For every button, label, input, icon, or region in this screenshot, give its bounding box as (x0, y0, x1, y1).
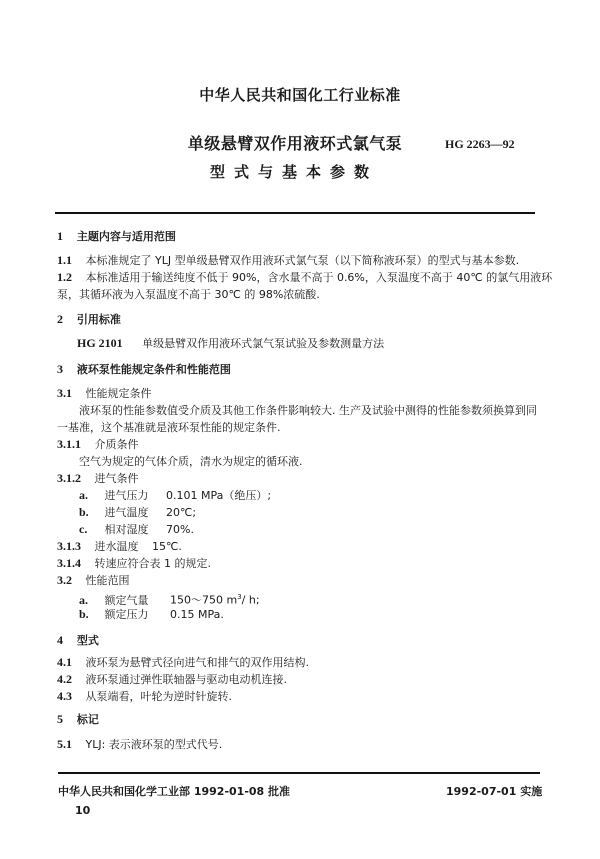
footer-divider (58, 772, 540, 774)
implementation-date: 1992-07-01 实施 (446, 785, 543, 798)
clause-number: 3.1.3 (57, 539, 81, 553)
clause-number: 1.2 (57, 270, 72, 284)
item-label: 进气压力 (104, 489, 149, 502)
section-title: 型式 (76, 634, 99, 647)
reference-code: HG 2101 (77, 336, 123, 350)
item-marker: a. (79, 488, 88, 502)
clause-4-1 (57, 656, 309, 669)
item-value: 150～750 m (170, 593, 238, 607)
section-title: 主题内容与适用范围 (76, 230, 176, 243)
referenced-standard (77, 337, 384, 350)
clause-number: 3.2 (57, 573, 72, 587)
clause-3-1-heading (57, 387, 152, 400)
item-label: 进气温度 (104, 506, 149, 519)
list-item (79, 608, 224, 621)
clause-title: 进水温度 (94, 540, 139, 553)
item-label: 额定气量 (104, 593, 149, 607)
clause-number: 3.1.1 (57, 437, 81, 451)
section-4-heading (57, 634, 99, 647)
clause-3-2-heading (57, 574, 130, 587)
list-item (79, 489, 271, 502)
item-label: 额定压力 (104, 608, 149, 621)
item-value: 70%. (166, 523, 194, 536)
clause-value: 15℃. (152, 540, 182, 553)
item-label: 相对湿度 (104, 523, 149, 536)
clause-text: 本标准规定了 YLJ 型单级悬臂双作用液环式氯气泵（以下简称液环泵）的型式与基本参数. (85, 254, 520, 267)
clause-3-1-3 (57, 540, 182, 553)
header-divider (55, 212, 535, 214)
section-3-heading (57, 363, 231, 376)
list-item (79, 506, 196, 519)
section-number: 3 (57, 362, 63, 376)
clause-title: 性能规定条件 (85, 387, 152, 400)
clause-text: 液环泵通过弹性联轴器与驱动电动机连接. (85, 673, 287, 686)
section-number: 2 (57, 312, 63, 326)
item-marker: b. (79, 607, 89, 621)
section-2-heading (57, 313, 121, 326)
clause-1-2 (57, 271, 552, 284)
issuing-organization: 中华人民共和国化工行业标准 (199, 86, 401, 104)
clause-1-2-continued: 泵，其循环液为入泵温度不高于 30℃ 的 98%浓硫酸. (57, 288, 320, 301)
clause-title: 介质条件 (94, 438, 139, 451)
item-unit: / h; (241, 593, 260, 607)
item-value: 0.101 MPa（绝压）; (166, 489, 272, 502)
clause-text: 本标准适用于输送纯度不低于 90%，含水量不高于 0.6%，入泵温度不高于 40℃ 的氯气用液环 (85, 271, 553, 284)
clause-number: 3.1.4 (57, 556, 81, 570)
clause-4-2 (57, 673, 287, 686)
document-subtitle: 型式与基本参数 (209, 163, 378, 181)
clause-3-1-1-heading (57, 438, 139, 451)
clause-text: YLJ: 表示液环泵的型式代号. (85, 738, 223, 751)
clause-number: 5.1 (57, 737, 72, 751)
item-marker: b. (79, 505, 89, 519)
clause-3-1-text: 液环泵的性能参数值受介质及其他工作条件影响较大. 生产及试验中测得的性能参数须换算到同 (79, 404, 537, 417)
clause-3-1-2-heading (57, 472, 139, 485)
section-number: 1 (57, 229, 63, 243)
clause-1-1 (57, 254, 519, 267)
clause-text: 转速应符合表 1 的规定. (94, 557, 211, 570)
approval-statement: 中华人民共和国化学工业部 1992-01-08 批准 (58, 785, 291, 798)
clause-number: 3.1.2 (57, 471, 81, 485)
standard-code: HG 2263—92 (445, 137, 515, 151)
superscript: 3 (237, 593, 242, 601)
clause-3-1-1-text: 空气为规定的气体介质，清水为规定的循环液. (79, 455, 303, 468)
page-number: 10 (75, 804, 91, 817)
clause-title: 性能范围 (85, 574, 130, 587)
clause-number: 3.1 (57, 386, 72, 400)
clause-text: 从泵端看，叶轮为逆时针旋转. (85, 690, 232, 703)
clause-title: 进气条件 (94, 472, 139, 485)
list-item (79, 591, 260, 607)
item-marker: a. (79, 592, 88, 607)
section-1-heading (57, 230, 176, 243)
clause-3-1-text-continued: 一基准，这个基准就是液环泵性能的规定条件. (57, 421, 281, 434)
clause-3-1-4 (57, 557, 211, 570)
clause-number: 1.1 (57, 253, 72, 267)
clause-number: 4.3 (57, 689, 72, 703)
clause-number: 4.1 (57, 655, 72, 669)
list-item (79, 523, 194, 536)
clause-4-3 (57, 690, 232, 703)
clause-text: 液环泵为悬臂式径向进气和排气的双作用结构. (85, 656, 309, 669)
item-marker: c. (79, 522, 88, 536)
section-title: 液环泵性能规定条件和性能范围 (76, 363, 231, 376)
item-value: 20℃; (166, 506, 197, 519)
reference-title: 单级悬臂双作用液环式氯气泵试验及参数测量方法 (142, 337, 385, 350)
section-title: 标记 (76, 713, 99, 726)
section-number: 5 (57, 712, 63, 726)
section-title: 引用标准 (76, 313, 121, 326)
section-number: 4 (57, 633, 63, 647)
item-value: 0.15 MPa. (170, 608, 224, 621)
section-5-heading (57, 713, 99, 726)
clause-number: 4.2 (57, 672, 72, 686)
clause-5-1 (57, 738, 222, 751)
document-title: 单级悬臂双作用液环式氯气泵 (187, 134, 403, 153)
